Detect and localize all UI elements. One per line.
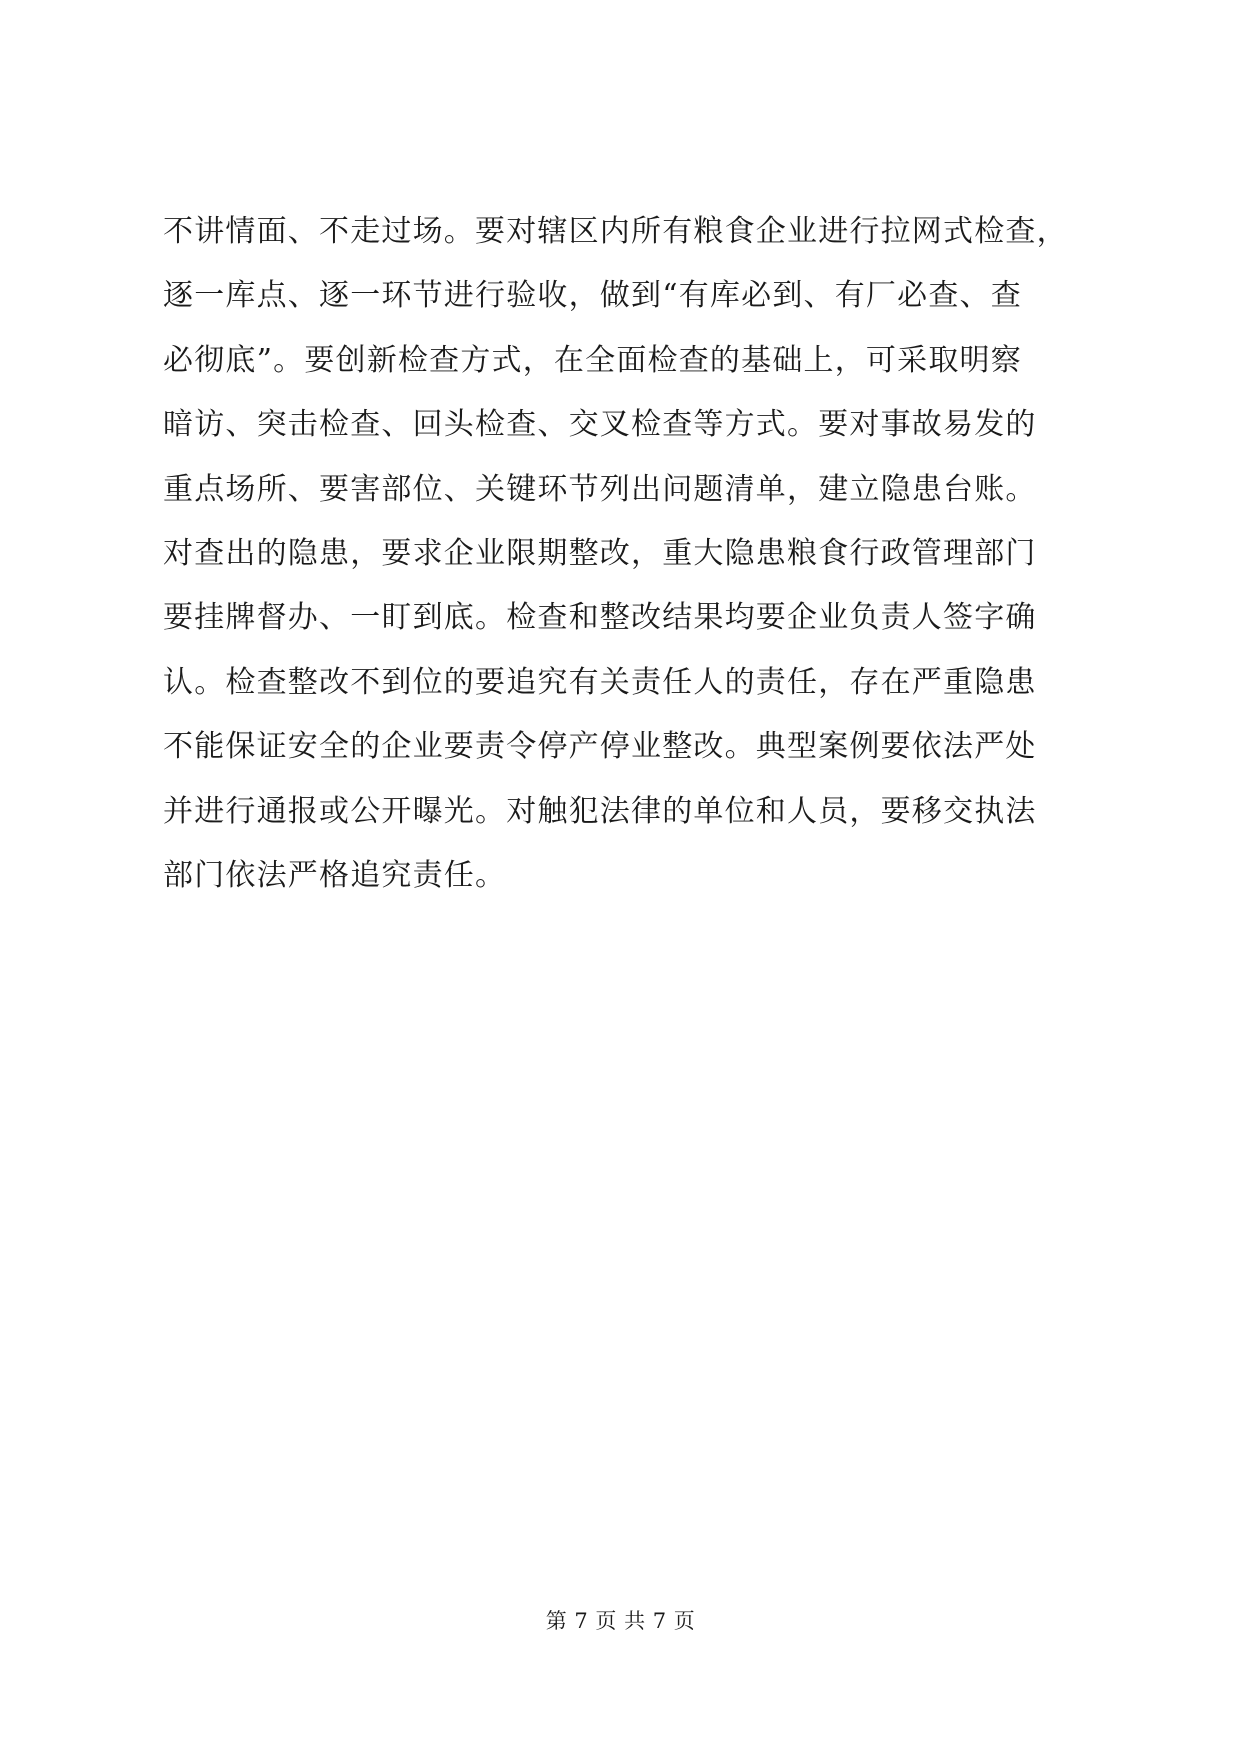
text-line: 不讲情面、不走过场。要对辖区内所有粮食企业进行拉网式检查， (163, 214, 1068, 249)
text-line: 重点场所、要害部位、关键环节列出问题清单，建立隐患台账。 (163, 471, 1037, 507)
text-line: 部门依法严格追究责任。 (163, 857, 507, 893)
text-line: 必彻底”。要创新检查方式，在全面检查的基础上，可采取明察 (163, 342, 1022, 378)
text-line: 认。检查整改不到位的要追究有关责任人的责任，存在严重隐患 (163, 664, 1037, 700)
body-paragraph (163, 200, 1093, 908)
page-number-footer: 第 7 页 共 7 页 (545, 1609, 696, 1633)
text-line: 逐一库点、逐一环节进行验收，做到“有库必到、有厂必查、查 (163, 278, 1022, 314)
text-line: 不能保证安全的企业要责令停产停业整改。典型案例要依法严处 (163, 729, 1037, 765)
text-line: 对查出的隐患，要求企业限期整改，重大隐患粮食行政管理部门 (163, 535, 1037, 571)
text-line: 要挂牌督办、一盯到底。检查和整改结果均要企业负责人签字确 (163, 600, 1037, 636)
text-line: 并进行通报或公开曝光。对触犯法律的单位和人员，要移交执法 (163, 793, 1037, 829)
text-line: 暗访、突击检查、回头检查、交叉检查等方式。要对事故易发的 (163, 407, 1037, 443)
